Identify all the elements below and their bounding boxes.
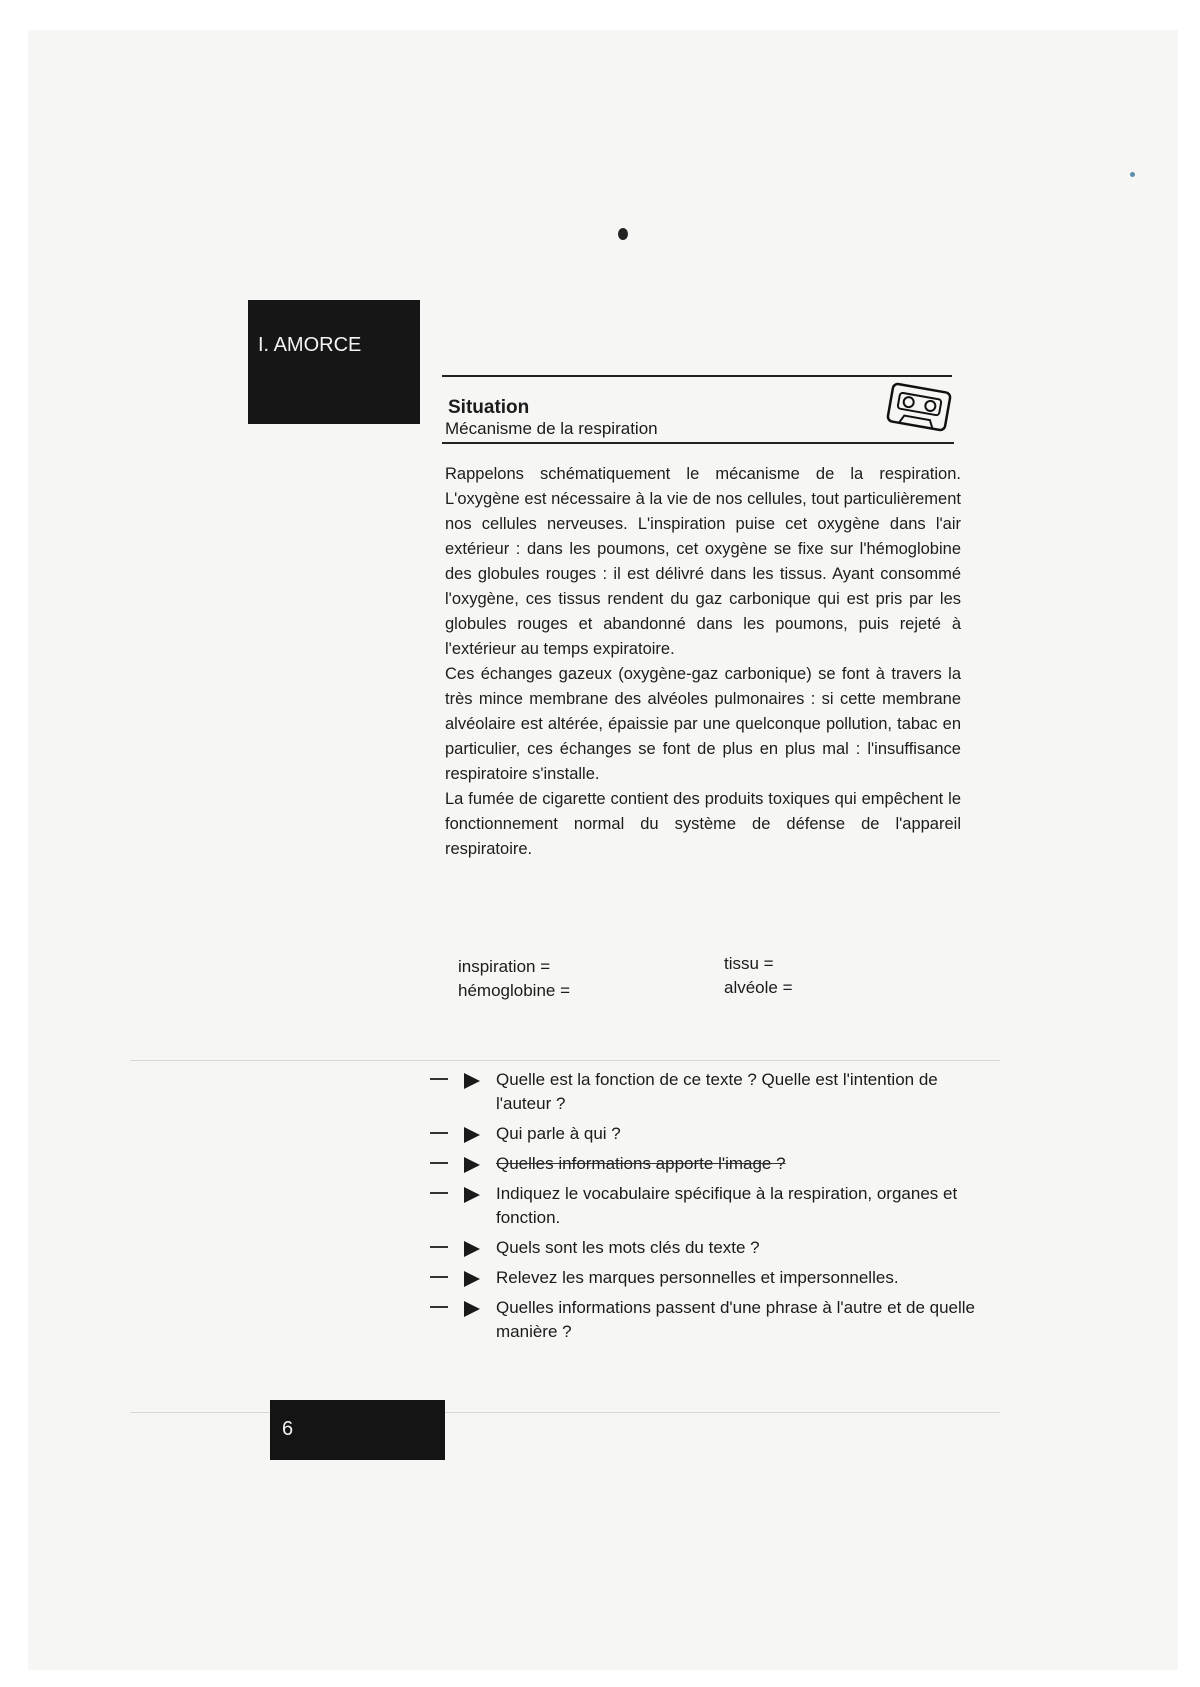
arrow-bullet-icon xyxy=(464,1241,480,1257)
fold-line xyxy=(130,1060,1000,1061)
situation-title: Situation xyxy=(448,397,530,418)
question-text: Relevez les marques personnelles et impersonnelles. xyxy=(496,1268,899,1287)
question-item xyxy=(430,1068,980,1116)
question-list xyxy=(430,1068,980,1350)
page-number: 6 xyxy=(282,1418,294,1440)
question-item xyxy=(430,1266,980,1290)
glossary-hemoglobine: hémoglobine = xyxy=(458,981,571,1000)
situation-subtitle: Mécanisme de la respiration xyxy=(445,419,658,438)
body-text xyxy=(445,462,961,862)
question-item xyxy=(430,1122,980,1146)
question-text: Qui parle à qui ? xyxy=(496,1124,621,1143)
body-paragraph: Ces échanges gazeux (oxygène-gaz carbonique) se font à travers la très mince membrane des alvéoles pulmonaires : si cette membrane alvéolaire est altérée, épaissie par une quelconque pollution, tabac en particulier, ces échanges se font de plus en plus mal : l'insuffisance respiratoire s'installe. xyxy=(445,665,961,783)
glossary-inspiration: inspiration = xyxy=(458,957,551,976)
arrow-bullet-icon xyxy=(464,1301,480,1317)
section-tab xyxy=(248,300,420,424)
handwritten-mark xyxy=(430,1132,448,1134)
question-item xyxy=(430,1296,980,1344)
arrow-bullet-icon xyxy=(464,1157,480,1173)
question-text: Quelles informations passent d'une phrase à l'autre et de quelle manière ? xyxy=(496,1298,976,1341)
question-text: Indiquez le vocabulaire spécifique à la respiration, organes et fonction. xyxy=(496,1184,958,1227)
fold-line xyxy=(130,1412,1000,1413)
cassette-icon xyxy=(884,378,954,436)
section-label: I. AMORCE xyxy=(258,334,362,356)
body-paragraph: Rappelons schématiquement le mécanisme de la respiration. L'oxygène est nécessaire à la vie de nos cellules, tout particulièrement nos cellules nerveuses. L'inspiration puise cet oxygène dans l'air extérieur : dans les poumons, cet oxygène se fixe sur l'hémoglobine des globules rouges : il est délivré dans les tissus. Ayant consommé l'oxygène, ces tissus rendent du gaz carbonique qui est pris par les globules rouges et abandonné dans les poumons, puis rejeté à l'extérieur au temps expiratoire. xyxy=(445,465,961,658)
handwritten-mark xyxy=(430,1162,448,1164)
arrow-bullet-icon xyxy=(464,1187,480,1203)
ink-spot xyxy=(618,228,628,240)
question-text: Quelles informations apporte l'image ? xyxy=(496,1154,786,1173)
handwritten-mark xyxy=(430,1306,448,1308)
question-item xyxy=(430,1236,980,1260)
body-paragraph: La fumée de cigarette contient des produits toxiques qui empêchent le fonctionnement normal du système de défense de l'appareil respiratoire. xyxy=(445,790,961,858)
glossary-left xyxy=(458,955,570,1003)
glossary-tissu: tissu = xyxy=(724,954,774,973)
handwritten-mark xyxy=(430,1192,448,1194)
handwritten-mark xyxy=(430,1078,448,1080)
header-rule xyxy=(442,442,954,444)
glossary-alveole: alvéole = xyxy=(724,978,793,997)
handwritten-mark xyxy=(430,1246,448,1248)
ink-spot xyxy=(1130,172,1135,177)
question-text: Quelle est la fonction de ce texte ? Quelle est l'intention de l'auteur ? xyxy=(496,1070,938,1113)
question-item xyxy=(430,1152,980,1176)
arrow-bullet-icon xyxy=(464,1073,480,1089)
glossary-right xyxy=(724,952,793,1000)
arrow-bullet-icon xyxy=(464,1127,480,1143)
page-number-box xyxy=(270,1400,445,1460)
arrow-bullet-icon xyxy=(464,1271,480,1287)
handwritten-mark xyxy=(430,1276,448,1278)
header-rule xyxy=(442,375,952,377)
question-text: Quels sont les mots clés du texte ? xyxy=(496,1238,760,1257)
question-item xyxy=(430,1182,980,1230)
